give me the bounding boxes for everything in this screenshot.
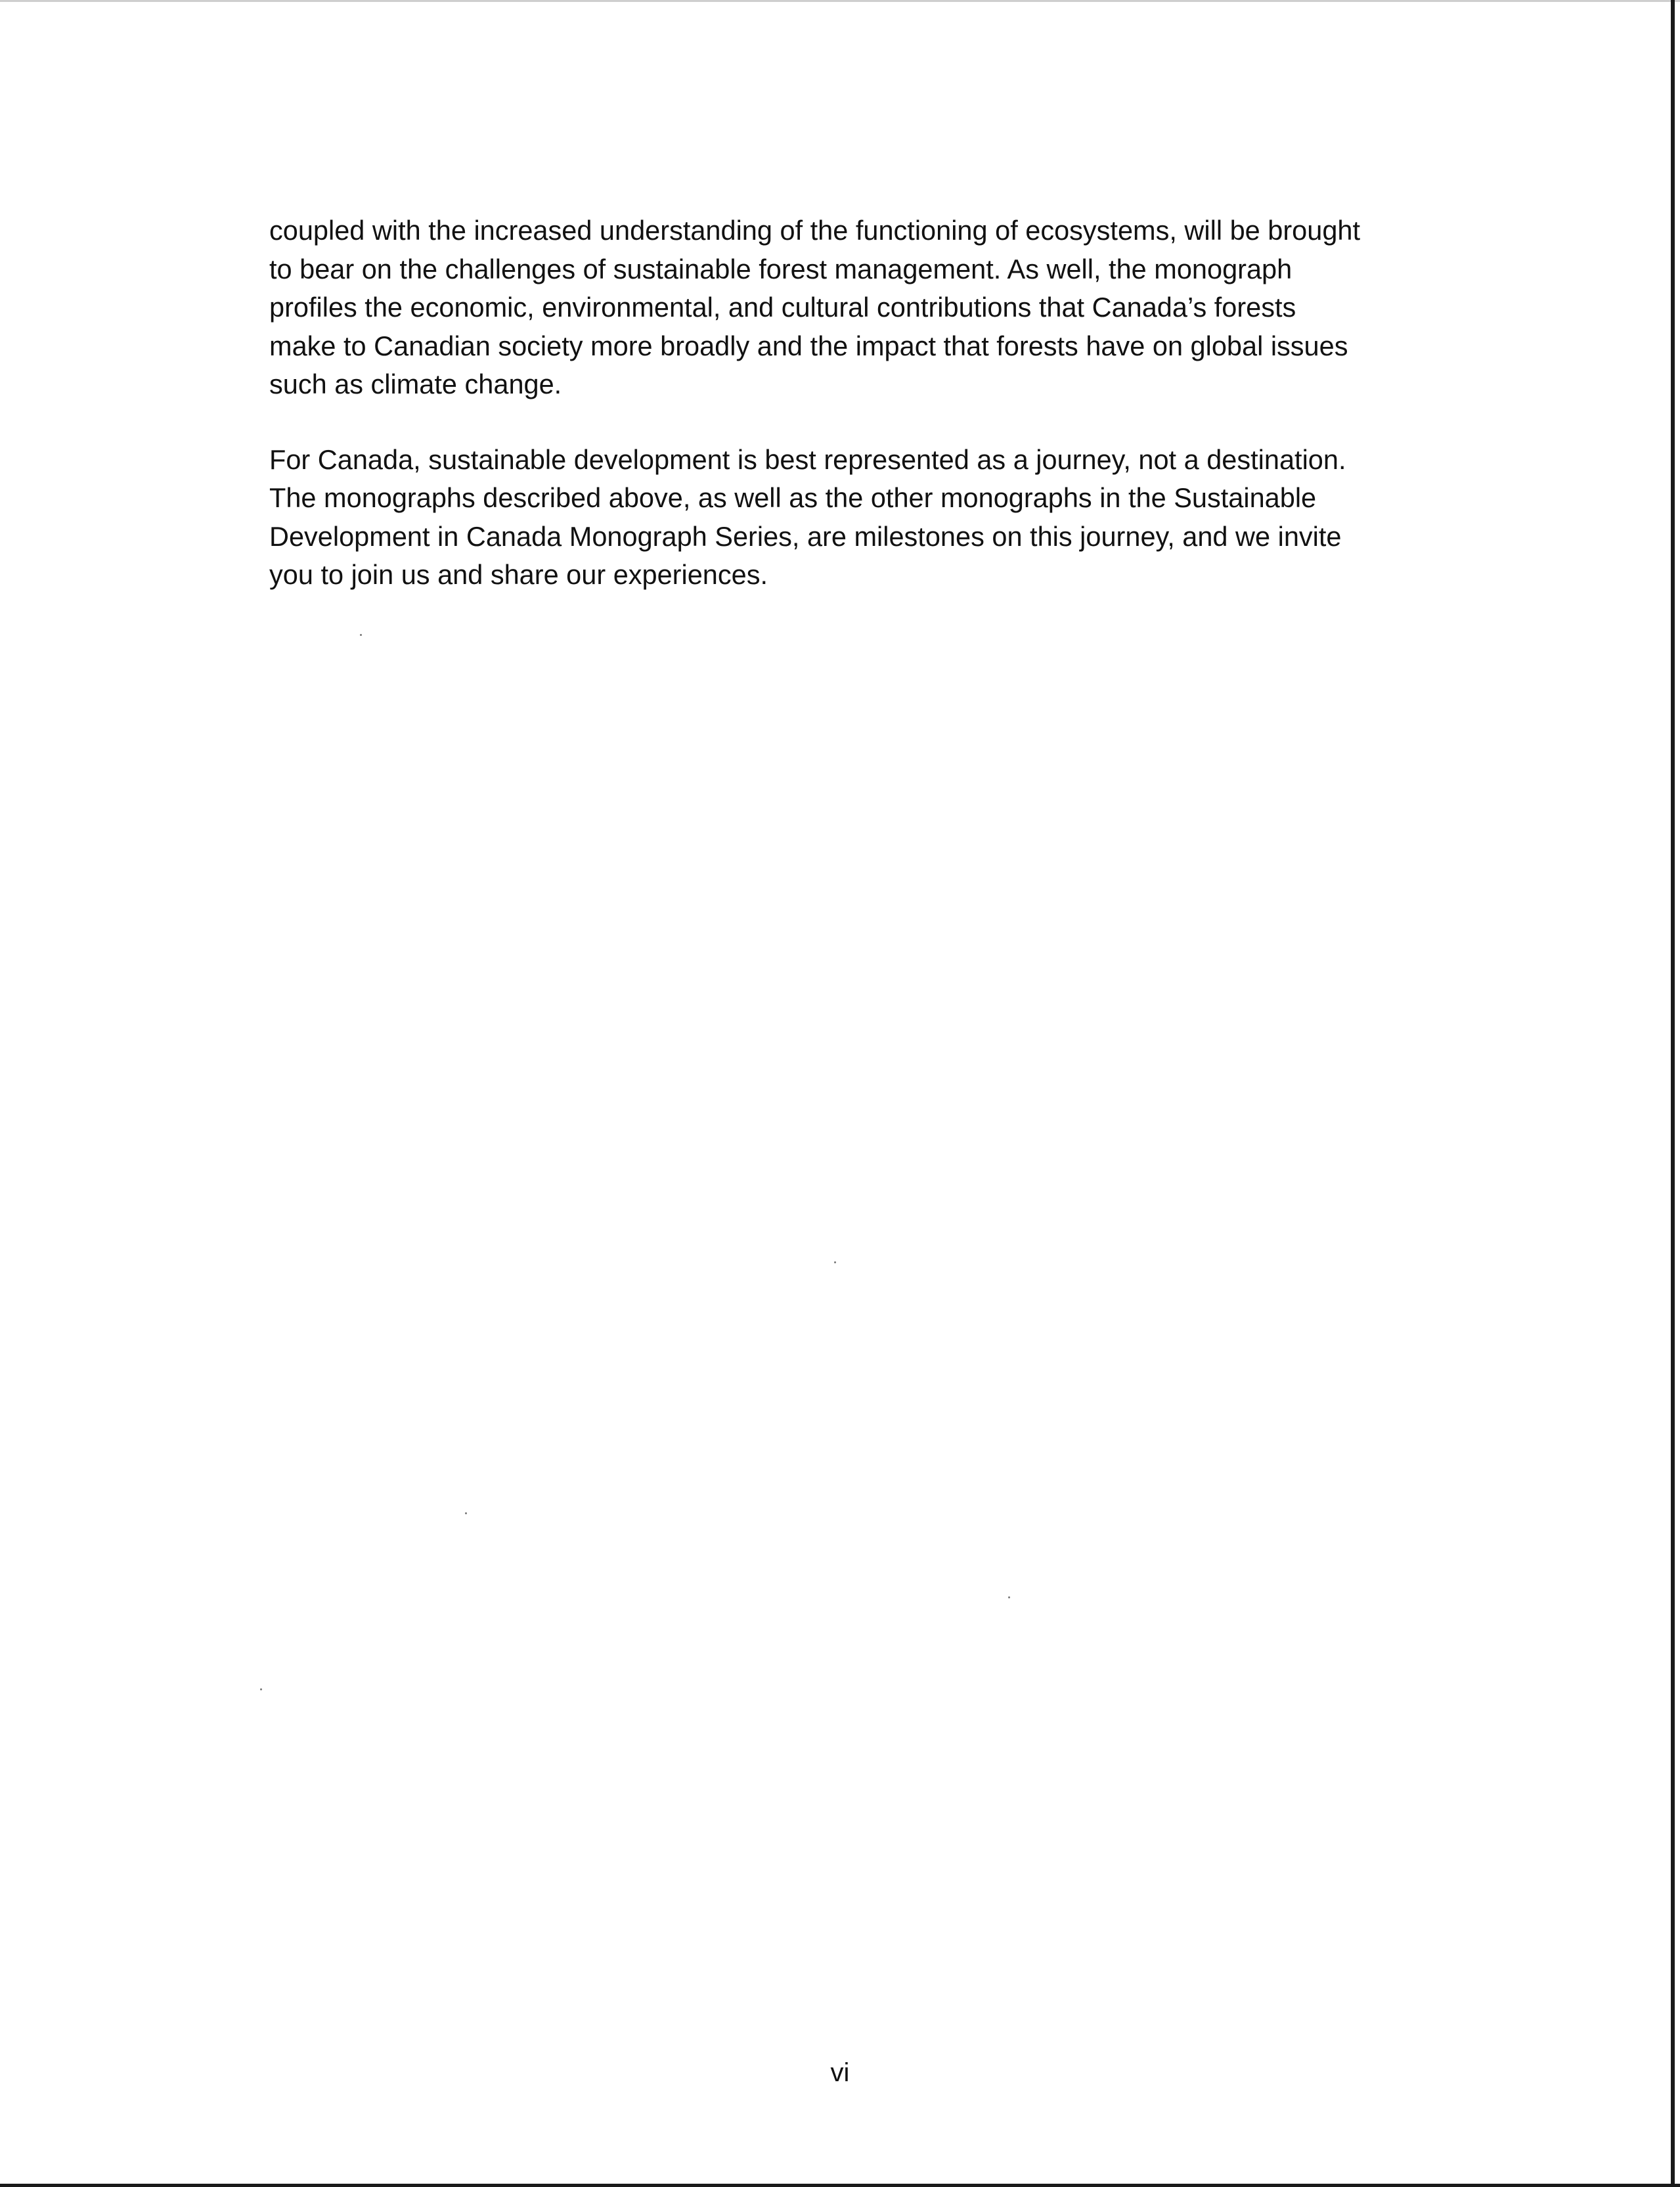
paragraph-2 (269, 441, 1438, 595)
paragraph-line: such as climate change. (269, 369, 562, 399)
paragraph-line: you to join us and share our experiences. (269, 559, 768, 590)
page-edge-bottom (0, 2184, 1680, 2187)
paragraph-line: make to Canadian society more broadly and the impact that forests have on global issues (269, 330, 1348, 361)
paragraph-line: Development in Canada Monograph Series, are milestones on this journey, and we invite (269, 520, 1342, 552)
paragraph-line: The monographs described above, as well as the other monographs in the Sustainable (269, 482, 1317, 513)
scan-speck (1008, 1596, 1010, 1598)
paragraph-line: to bear on the challenges of sustainable forest management. As well, the monograph (269, 253, 1293, 284)
page-number: vi (830, 2058, 850, 2087)
page-edge-right (1671, 0, 1675, 2187)
scan-speck (465, 1512, 467, 1514)
scan-speck (360, 634, 362, 636)
paragraph-line: profiles the economic, environmental, and cultural contributions that Canada’s forests (269, 292, 1296, 323)
paragraph-line: coupled with the increased understanding of the functioning of ecosystems, will be brought (269, 215, 1361, 246)
page-edge-top (0, 0, 1680, 2)
paragraph-line: For Canada, sustainable development is best represented as a journey, not a destination. (269, 443, 1346, 475)
scan-speck (834, 1261, 836, 1263)
paragraph-1 (269, 212, 1438, 404)
body-text (269, 212, 1438, 631)
scan-speck (260, 1688, 262, 1690)
